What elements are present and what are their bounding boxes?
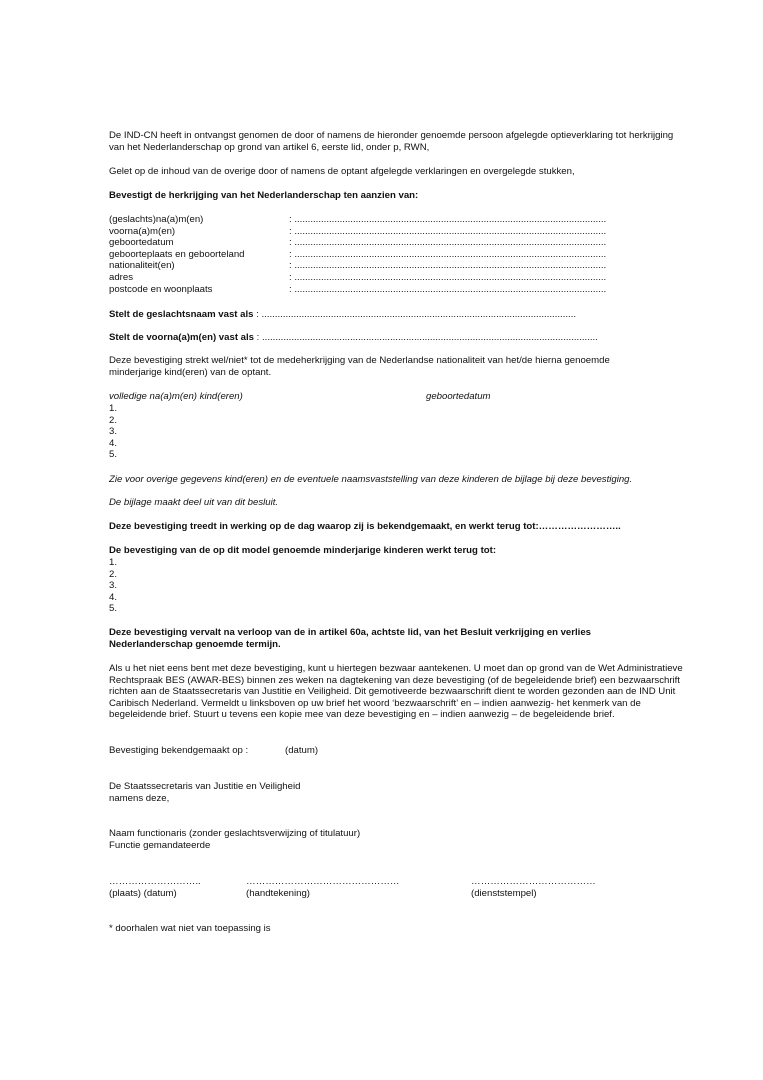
field-row <box>109 260 689 272</box>
children-number-list <box>109 403 689 461</box>
field-label: postcode en woonplaats <box>109 283 213 295</box>
field-row <box>109 249 689 261</box>
ondertekening-block <box>109 781 689 804</box>
field-row <box>109 226 689 238</box>
field-row <box>109 237 689 249</box>
field-value: : ..................................................................................................................... <box>289 214 607 225</box>
bekendgemaakt-label: Bevestiging bekendgemaakt op : <box>109 745 249 756</box>
field-value: : ..................................................................................................................... <box>289 271 607 283</box>
footnote: * doorhalen wat niet van toepassing is <box>109 923 271 934</box>
model-number-list <box>109 557 689 615</box>
signature-place-date <box>109 876 201 899</box>
place-date-dots: ……………………….. <box>109 876 201 887</box>
dienststempel-label: (dienststempel) <box>471 887 537 899</box>
bezwaar-paragraph: Als u het niet eens bent met deze bevestiging, kunt u hiertegen bezwaar aantekenen. U moet dan op grond van de Wet Administratieve Rechtspraak BES (AWAR-BES) binnen zes weken na dagtekening van deze bevestiging (of de begeleidende brief) een bezwaarschrift richten aan de Staatssecretaris van Justitie en Veiligheid. Dit gemotiveerde bezwaarschrift dient te worden gezonden aan de IND Unit Caribisch Nederland. Vermeldt u linksboven op uw brief het woord ‘bezwaarschrift’ en – indien aanwezig- het kenmerk van de begeleidende brief. Stuurt u tevens een kopie mee van deze bevestiging en – indien aanwezig – de begeleidende brief. <box>109 663 683 721</box>
field-row <box>109 272 689 284</box>
intro-paragraph: De IND-CN heeft in ontvangst genomen de door of namens de hieronder genoemde persoon afgelegde optieverklaring tot herkrijging van het Nederlanderschap op grond van artikel 6, eerste lid, onder p, RWN, <box>109 130 674 153</box>
place-date-label: (plaats) (datum) <box>109 887 177 899</box>
voornamen-dots: : .............................................................................................................................. <box>254 332 598 343</box>
functionaris-block <box>109 828 689 851</box>
field-value: : ..................................................................................................................... <box>289 283 607 295</box>
list-item: 1. <box>109 557 118 568</box>
inwerkingtreding-line: Deze bevestiging treedt in werking op de dag waarop zij is bekendgemaakt, en werkt terug tot:…………………….. <box>109 521 621 532</box>
person-fields <box>109 214 689 295</box>
children-date-header: geboortedatum <box>426 391 491 402</box>
staatssecretaris-line: De Staatssecretaris van Justitie en Veiligheid <box>109 781 301 792</box>
voornamen-line <box>109 332 689 344</box>
field-label: nationaliteit(en) <box>109 260 175 272</box>
field-value: : ..................................................................................................................... <box>289 248 607 260</box>
list-item: 5. <box>109 449 118 461</box>
geslachtsnaam-dots: : ...................................................................................................................... <box>253 309 577 320</box>
signature-dienststempel <box>471 876 596 899</box>
list-item: 4. <box>109 591 118 603</box>
list-item: 1. <box>109 403 118 414</box>
bekendgemaakt-value: (datum) <box>285 745 319 756</box>
field-label: voorna(a)m(en) <box>109 225 176 237</box>
bijlage-note: De bijlage maakt deel uit van dit besluit. <box>109 497 279 508</box>
gelet-paragraph: Gelet op de inhoud van de overige door of namens de optant afgelegde verklaringen en overgelegde stukken, <box>109 166 575 177</box>
bevestigt-heading: Bevestigt de herkrijging van het Nederlanderschap ten aanzien van: <box>109 190 419 201</box>
signature-handtekening <box>246 876 400 899</box>
field-label: geboorteplaats en geboorteland <box>109 248 245 260</box>
geslachtsnaam-line <box>109 309 689 321</box>
handtekening-label: (handtekening) <box>246 887 311 899</box>
list-item: 2. <box>109 568 118 580</box>
geslachtsnaam-label: Stelt de geslachtsnaam vast als <box>109 309 254 320</box>
list-item: 2. <box>109 414 118 426</box>
vervalt-paragraph: Deze bevestiging vervalt na verloop van de in artikel 60a, achtste lid, van het Besluit verkrijging en verlies Nederlanderschap genoemde termijn. <box>109 627 592 650</box>
field-label: geboortedatum <box>109 237 174 249</box>
namens-line: namens deze, <box>109 792 170 804</box>
handtekening-dots: ………………………………………… <box>246 876 400 887</box>
voornamen-label: Stelt de voorna(a)m(en) vast als <box>109 332 255 343</box>
naam-functionaris: Naam functionaris (zonder geslachtsverwijzing of titulatuur) <box>109 828 361 839</box>
field-label: (geslachts)na(a)m(en) <box>109 214 204 225</box>
field-row <box>109 284 689 296</box>
list-item: 3. <box>109 426 118 438</box>
list-item: 4. <box>109 437 118 449</box>
field-label: adres <box>109 271 133 283</box>
field-value: : ..................................................................................................................... <box>289 237 607 249</box>
functie-line: Functie gemandateerde <box>109 839 211 851</box>
dienststempel-dots: ………………………………… <box>471 876 596 887</box>
list-item: 3. <box>109 580 118 592</box>
zie-voor-note: Zie voor overige gegevens kind(eren) en de eventuele naamsvaststelling van deze kinderen de bijlage bij deze bevestiging. <box>109 474 633 485</box>
field-row <box>109 214 689 226</box>
field-value: : ..................................................................................................................... <box>289 225 607 237</box>
field-value: : ..................................................................................................................... <box>289 260 607 272</box>
model-kinderen-heading: De bevestiging van de op dit model genoemde minderjarige kinderen werkt terug tot: <box>109 545 497 556</box>
children-name-header: volledige na(a)m(en) kind(eren) <box>109 391 243 402</box>
medeherkrijging-paragraph: Deze bevestiging strekt wel/niet* tot de medeherkrijging van de Nederlandse nationaliteit van het/de hierna genoemde minderjarige kind(eren) van de optant. <box>109 355 610 378</box>
bekendgemaakt-line <box>109 745 689 757</box>
children-header <box>109 391 689 403</box>
list-item: 5. <box>109 603 118 615</box>
